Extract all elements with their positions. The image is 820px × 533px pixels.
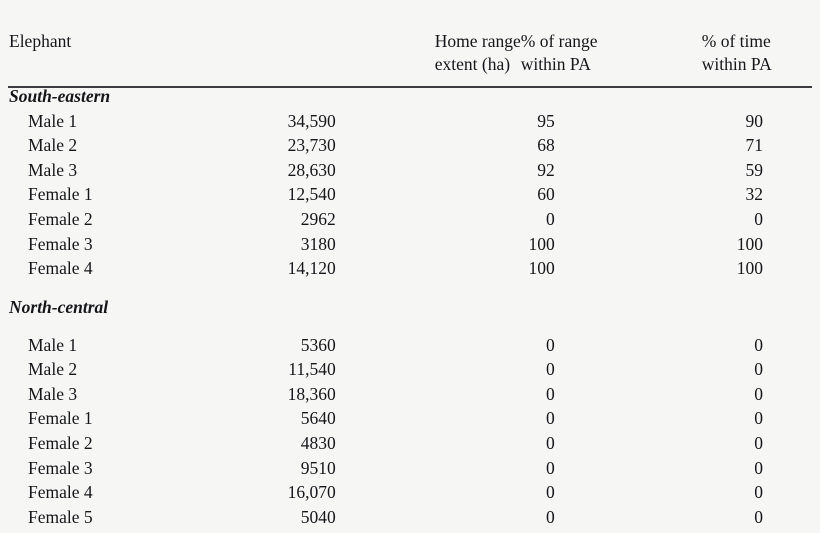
cell-percent-time-within-pa: 0	[754, 359, 763, 380]
cell-elephant-label: Female 3	[28, 457, 93, 478]
table-row	[8, 260, 812, 285]
table-row	[8, 162, 812, 187]
cell-percent-range-within-pa: 0	[546, 457, 555, 478]
table-body	[8, 87, 812, 533]
table-row	[8, 236, 812, 261]
cell-percent-time-within-pa: 0	[754, 383, 763, 404]
cell-home-range-extent: 9510	[300, 457, 336, 478]
table-row	[8, 410, 812, 435]
table-row	[8, 113, 812, 138]
table-row	[8, 386, 812, 411]
cell-percent-time-within-pa: 32	[745, 184, 763, 205]
cell-percent-range-within-pa: 100	[528, 233, 555, 254]
column-header-time-pct-line1: % of time	[701, 31, 771, 51]
column-header-time-pct-line2-text: within	[701, 54, 751, 75]
table-row	[8, 484, 812, 509]
cell-elephant-label: Male 1	[28, 110, 78, 131]
cell-elephant-label: Male 2	[28, 359, 78, 380]
cell-percent-range-within-pa: 0	[546, 433, 555, 454]
cell-home-range-extent: 28,630	[287, 159, 336, 180]
cell-percent-range-within-pa: 0	[546, 208, 555, 229]
cell-home-range-extent: 5640	[300, 408, 336, 429]
cell-percent-range-within-pa: 0	[546, 408, 555, 429]
column-header-extent-line1: Home range	[434, 31, 521, 51]
cell-elephant-label: Female 1	[28, 408, 93, 429]
table-row	[8, 186, 812, 211]
cell-percent-range-within-pa: 0	[546, 334, 555, 355]
cell-percent-time-within-pa: 0	[754, 457, 763, 478]
cell-elephant-label: Female 5	[28, 506, 93, 527]
cell-percent-range-within-pa: 100	[528, 258, 555, 279]
column-header-elephant-line1: Elephant	[9, 31, 72, 51]
section-header-label: South-eastern	[9, 85, 111, 106]
elephant-home-range-table	[8, 30, 812, 533]
cell-percent-range-within-pa: 0	[546, 383, 555, 404]
cell-elephant-label: Female 2	[28, 433, 93, 454]
column-header-time-pct	[702, 30, 812, 87]
table-row	[8, 361, 812, 386]
cell-home-range-extent: 34,590	[287, 110, 336, 131]
table-row	[8, 337, 812, 362]
cell-elephant-label: Female 4	[28, 482, 93, 503]
table-row	[8, 435, 812, 460]
cell-percent-time-within-pa: 0	[754, 482, 763, 503]
column-header-range-pct-abbrev: PA	[569, 54, 592, 75]
cell-home-range-extent: 4830	[300, 433, 336, 454]
cell-home-range-extent: 18,360	[287, 383, 336, 404]
cell-elephant-label: Female 3	[28, 233, 93, 254]
cell-percent-time-within-pa: 0	[754, 408, 763, 429]
cell-home-range-extent: 5040	[300, 506, 336, 527]
cell-home-range-extent: 11,540	[288, 359, 336, 380]
cell-elephant-label: Female 1	[28, 184, 93, 205]
column-header-range-pct-line1: % of range	[520, 31, 598, 51]
cell-percent-time-within-pa: 0	[754, 208, 763, 229]
table-row	[8, 137, 812, 162]
cell-percent-time-within-pa: 0	[754, 433, 763, 454]
column-header-range-pct-line2-text: within	[520, 54, 570, 75]
cell-home-range-extent: 23,730	[287, 135, 336, 156]
cell-percent-range-within-pa: 0	[546, 482, 555, 503]
cell-percent-time-within-pa: 100	[736, 233, 763, 254]
table-row	[8, 460, 812, 485]
table-row	[8, 509, 812, 533]
cell-elephant-label: Male 3	[28, 159, 78, 180]
section-header-row	[8, 285, 812, 337]
cell-percent-time-within-pa: 71	[745, 135, 763, 156]
cell-elephant-label: Female 2	[28, 208, 93, 229]
cell-percent-time-within-pa: 0	[754, 506, 763, 527]
cell-percent-range-within-pa: 68	[537, 135, 555, 156]
column-header-extent-line2: extent (ha)	[434, 54, 511, 75]
column-header-range-pct-line2	[521, 53, 702, 76]
table-row	[8, 211, 812, 236]
column-header-time-pct-line2	[702, 53, 812, 76]
cell-home-range-extent: 16,070	[287, 482, 336, 503]
cell-percent-range-within-pa: 0	[546, 359, 555, 380]
cell-home-range-extent: 14,120	[287, 258, 336, 279]
table-header	[8, 30, 812, 87]
cell-percent-time-within-pa: 100	[736, 258, 763, 279]
section-header-label: North-central	[9, 296, 109, 317]
cell-home-range-extent: 12,540	[287, 184, 336, 205]
column-header-extent	[190, 30, 521, 87]
cell-elephant-label: Male 2	[28, 135, 78, 156]
cell-percent-range-within-pa: 92	[537, 159, 555, 180]
column-header-time-pct-abbrev: PA	[750, 54, 773, 75]
cell-percent-time-within-pa: 0	[754, 334, 763, 355]
cell-home-range-extent: 5360	[300, 334, 336, 355]
column-header-elephant	[8, 30, 190, 87]
cell-elephant-label: Female 4	[28, 258, 93, 279]
cell-percent-range-within-pa: 0	[546, 506, 555, 527]
cell-elephant-label: Male 3	[28, 383, 78, 404]
cell-percent-time-within-pa: 59	[745, 159, 763, 180]
column-header-range-pct	[521, 30, 702, 87]
cell-elephant-label: Male 1	[28, 334, 78, 355]
cell-percent-range-within-pa: 95	[537, 110, 555, 131]
cell-home-range-extent: 2962	[300, 208, 336, 229]
cell-percent-range-within-pa: 60	[537, 184, 555, 205]
cell-home-range-extent: 3180	[300, 233, 336, 254]
cell-percent-time-within-pa: 90	[745, 110, 763, 131]
section-header-row	[8, 87, 812, 113]
